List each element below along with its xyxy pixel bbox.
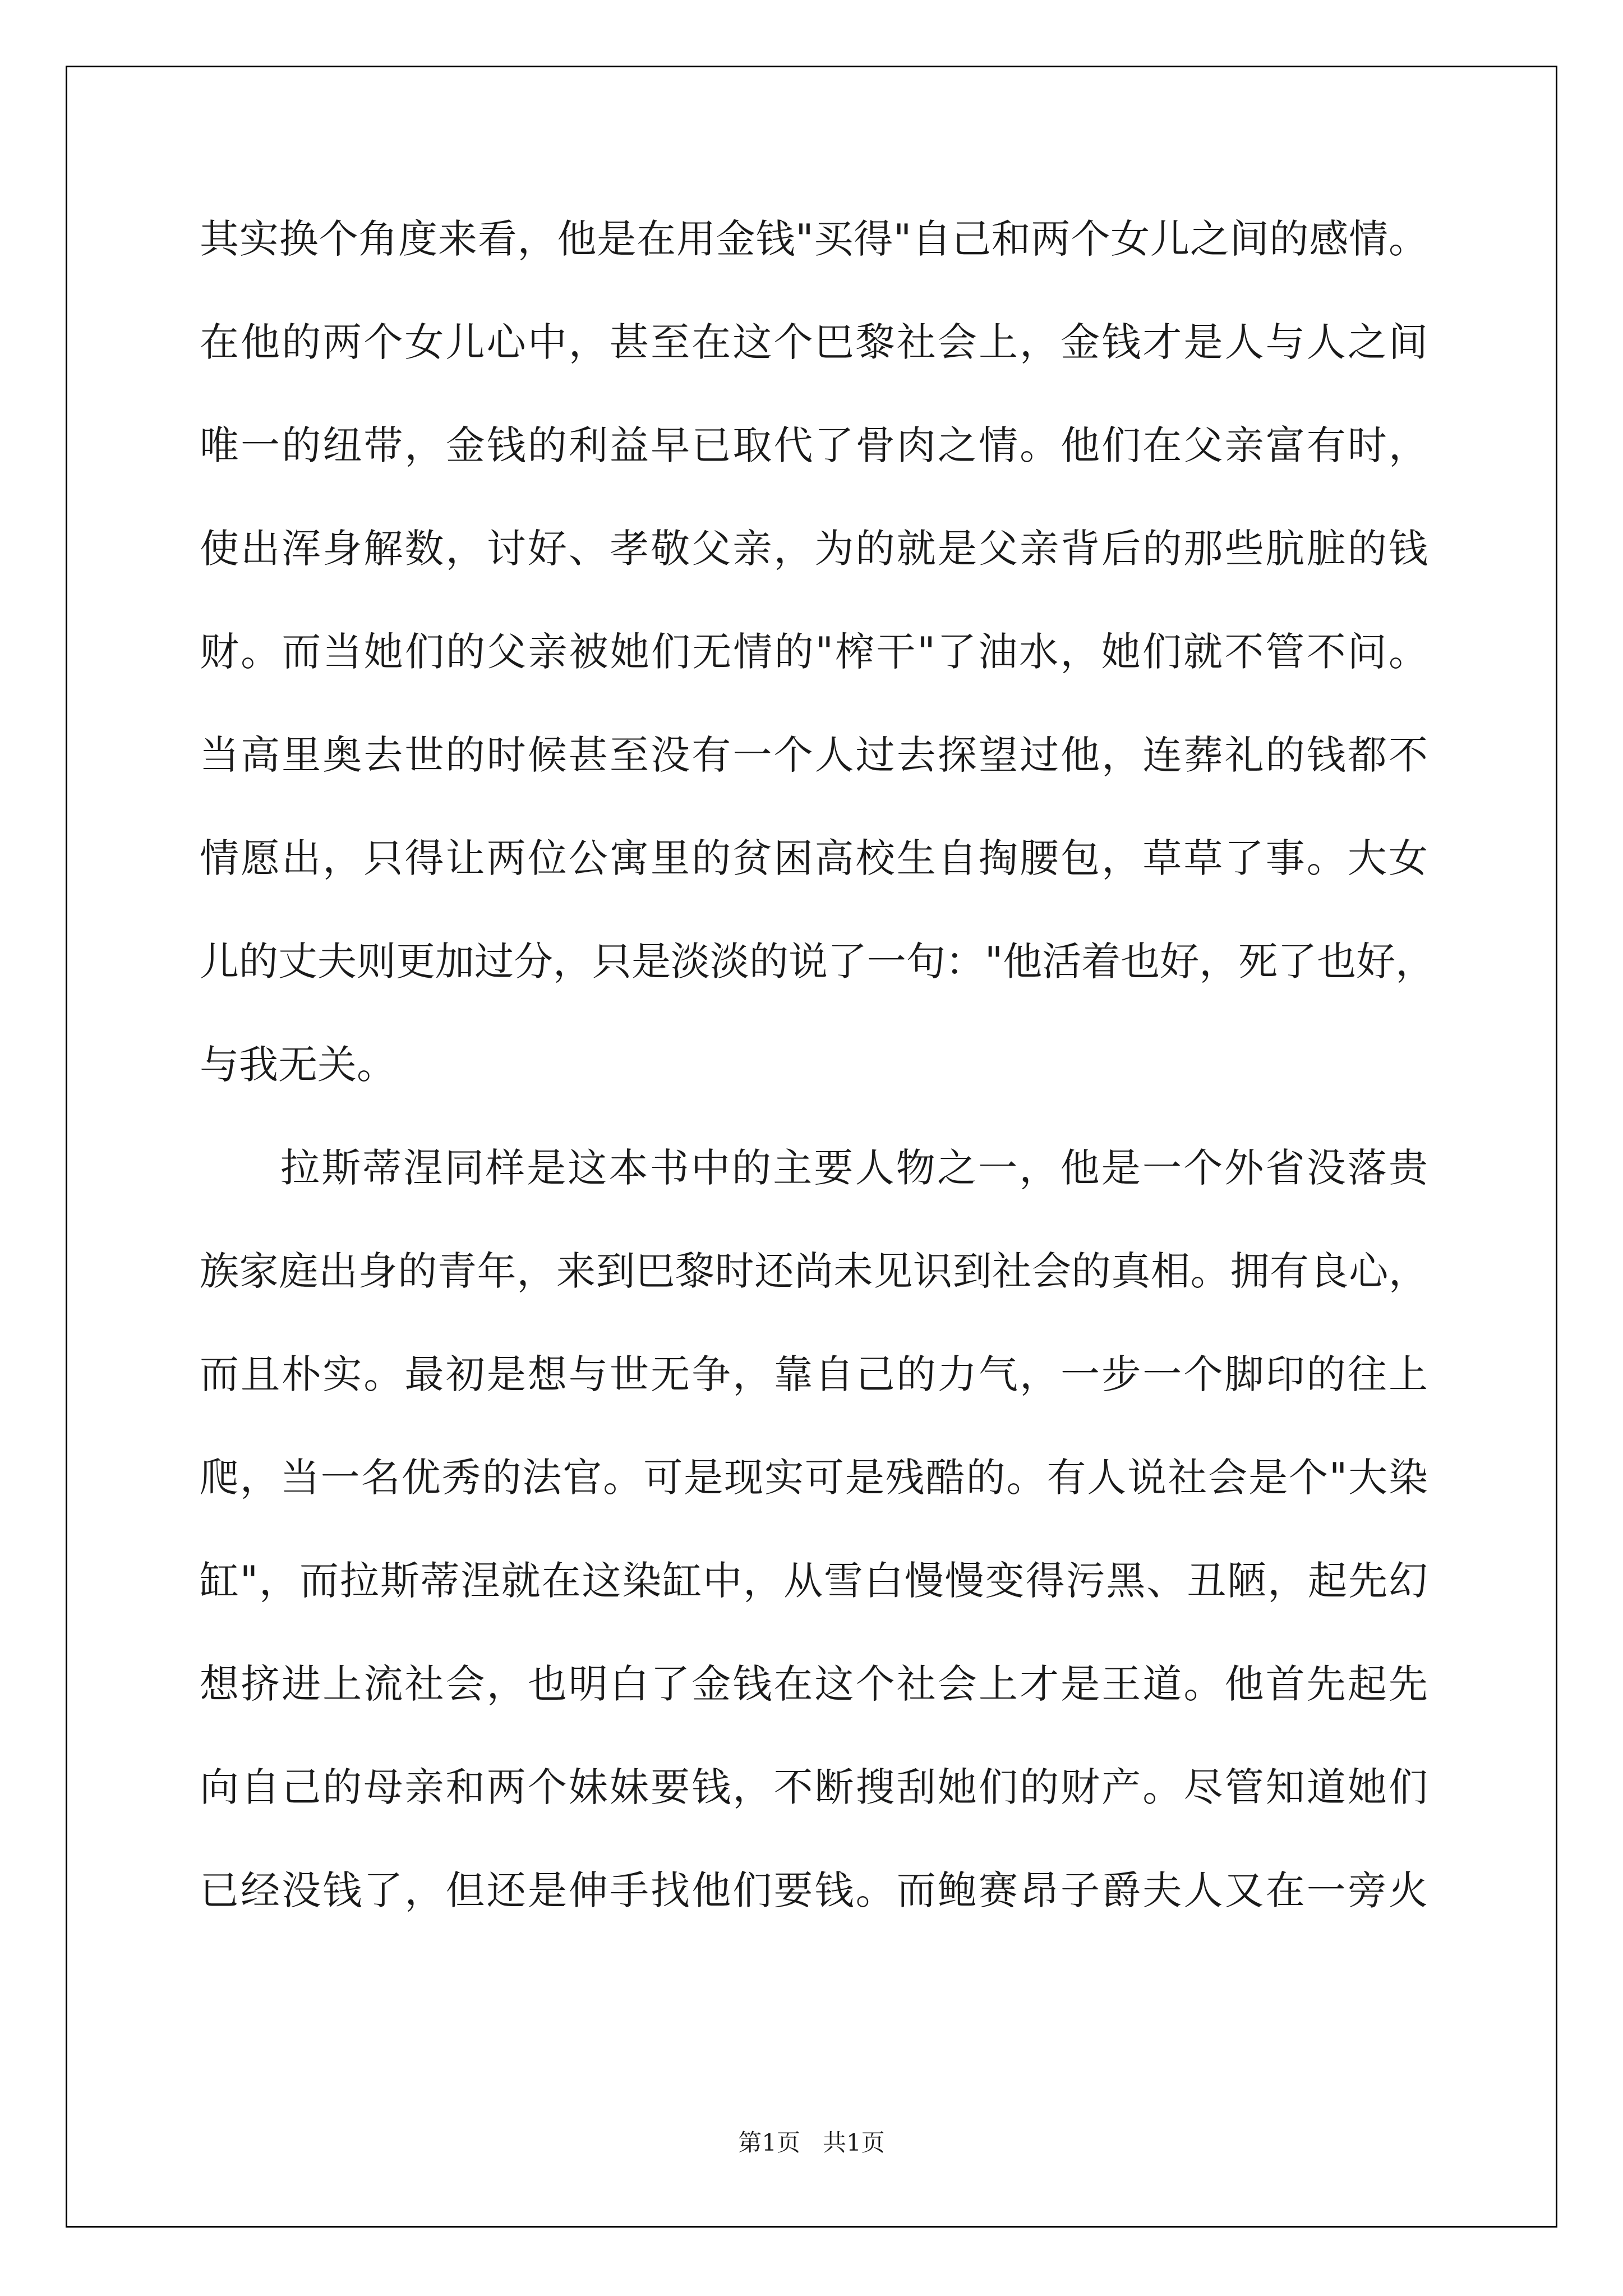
page-footer: [0, 2126, 1623, 2160]
text-line-15: 想挤进上流社会，也明白了金钱在这个社会上才是王道。他首先起先: [200, 1661, 1428, 1707]
text-line-8: 儿的丈夫则更加过分，只是淡淡的说了一句："他活着也好，死了也好，: [200, 938, 1435, 984]
document-body: [200, 0, 1435, 2098]
text-line-16: 向自己的母亲和两个妹妹要钱，不断搜刮她们的财产。尽管知道她们: [200, 1764, 1428, 1810]
text-line-5: 财。而当她们的父亲被她们无情的"榨干"了油水，她们就不管不问。: [200, 629, 1428, 675]
text-line-11: 族家庭出身的青年，来到巴黎时还尚未见识到社会的真相。拥有良心，: [200, 1248, 1428, 1294]
text-line-10: 拉斯蒂涅同样是这本书中的主要人物之一，他是一个外省没落贵: [280, 1145, 1428, 1191]
text-line-7: 情愿出，只得让两位公寓里的贫困高校生自掏腰包，草草了事。大女: [200, 835, 1428, 881]
text-line-12: 而且朴实。最初是想与世无争，靠自己的力气，一步一个脚印的往上: [200, 1351, 1428, 1397]
text-line-2: 在他的两个女儿心中，甚至在这个巴黎社会上，金钱才是人与人之间: [200, 319, 1428, 365]
text-line-9: 与我无关。: [200, 1042, 396, 1088]
text-line-14: 缸"，而拉斯蒂涅就在这染缸中，从雪白慢慢变得污黑、丑陋，起先幻: [200, 1558, 1428, 1604]
page-number: 第1页 共1页: [738, 2129, 885, 2156]
text-line-6: 当高里奥去世的时候甚至没有一个人过去探望过他，连葬礼的钱都不: [200, 732, 1428, 778]
text-line-1: 其实换个角度来看，他是在用金钱"买得"自己和两个女儿之间的感情。: [200, 216, 1428, 262]
text-line-17: 已经没钱了，但还是伸手找他们要钱。而鲍赛昂子爵夫人又在一旁火: [200, 1867, 1428, 1913]
text-line-13: 爬，当一名优秀的法官。可是现实可是残酷的。有人说社会是个"大染: [200, 1455, 1428, 1501]
text-line-3: 唯一的纽带，金钱的利益早已取代了骨肉之情。他们在父亲富有时，: [200, 422, 1428, 468]
text-line-4: 使出浑身解数，讨好、孝敬父亲，为的就是父亲背后的那些肮脏的钱: [200, 526, 1428, 572]
